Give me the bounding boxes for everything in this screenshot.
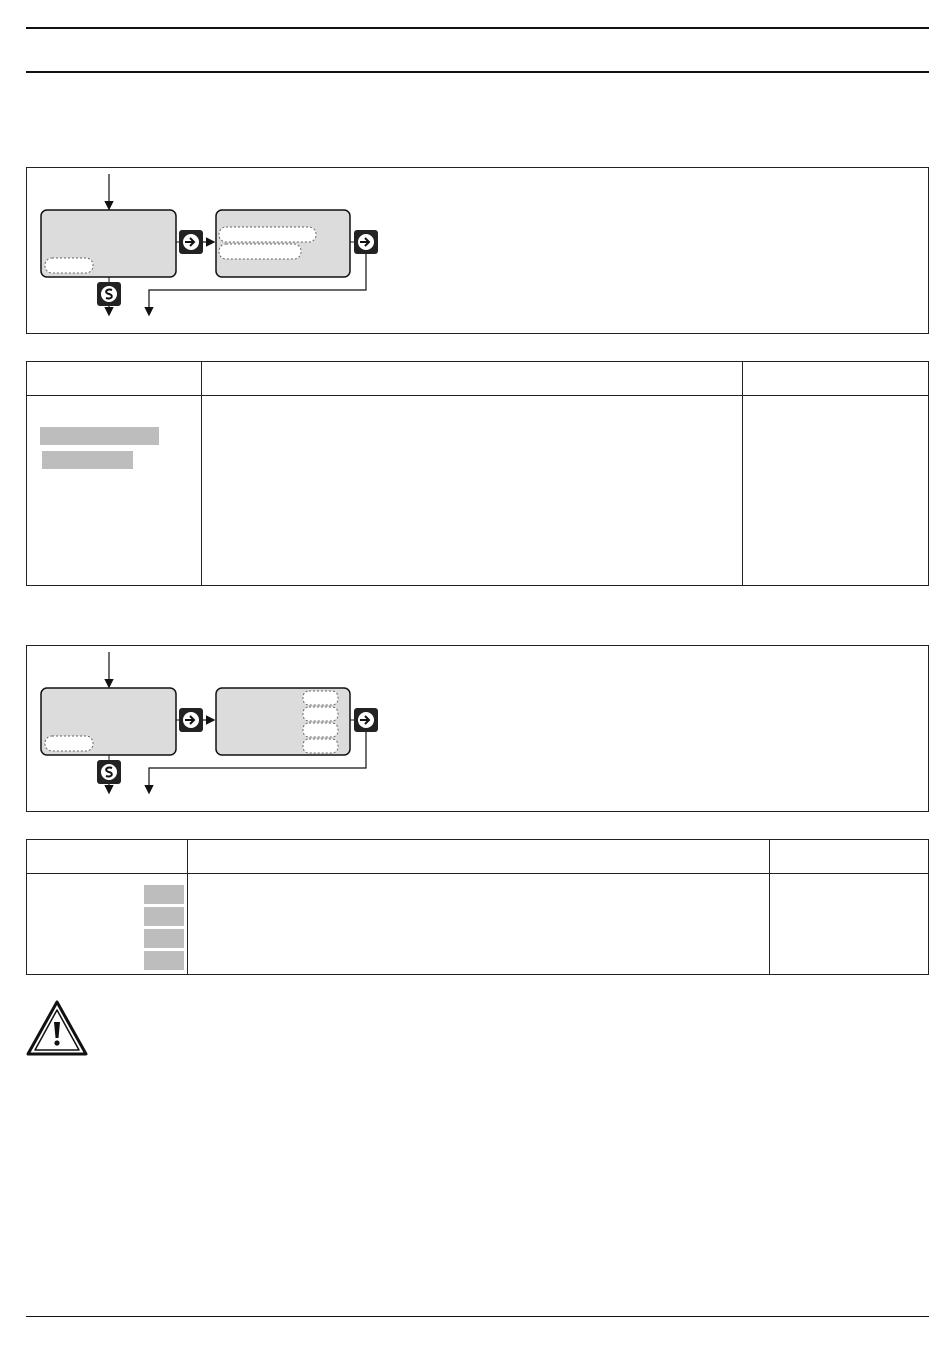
option-placeholder	[144, 885, 184, 904]
table-row	[27, 396, 929, 586]
display-field-2b	[219, 244, 301, 259]
display-field-1	[45, 258, 93, 273]
option-placeholder	[144, 907, 184, 926]
option-placeholder	[42, 451, 133, 469]
option-placeholder	[40, 427, 159, 445]
display-field-2a	[303, 691, 338, 705]
display-field-2b	[303, 707, 338, 721]
table-cell-default	[743, 396, 929, 586]
option-placeholder	[144, 951, 184, 970]
enter-key-2	[354, 708, 378, 732]
table-cell-description	[188, 874, 770, 975]
enter-key-1	[179, 708, 203, 732]
enter-key-1	[179, 230, 203, 254]
display-field-1	[45, 736, 93, 751]
table-header-row	[27, 840, 929, 874]
parameter-table-2	[26, 839, 929, 975]
display-field-2d	[303, 739, 338, 753]
table-header-cell	[188, 840, 770, 874]
table-cell-options	[27, 396, 202, 586]
flow-diagram-1	[26, 167, 929, 334]
display-field-2c	[303, 723, 338, 737]
table-header-cell	[770, 840, 929, 874]
table-header-cell	[743, 362, 929, 396]
escape-key-1	[97, 282, 121, 306]
warning-triangle-icon	[26, 1000, 88, 1056]
table-cell-default	[770, 874, 929, 975]
table-header-row	[27, 362, 929, 396]
footer-rule	[26, 1316, 929, 1317]
table-header-cell	[27, 362, 202, 396]
parameter-table-1	[26, 361, 929, 586]
table-cell-options	[27, 874, 188, 975]
table-header-cell	[27, 840, 188, 874]
header-top-rule	[26, 27, 929, 29]
header-bottom-rule	[26, 71, 929, 73]
table-cell-description	[202, 396, 743, 586]
flow-diagram-1-graphic	[27, 168, 928, 333]
flow-diagram-2-graphic	[27, 646, 928, 811]
escape-key-1	[97, 760, 121, 784]
enter-key-2	[354, 230, 378, 254]
table-row	[27, 874, 929, 975]
option-placeholder	[144, 929, 184, 948]
table-header-cell	[202, 362, 743, 396]
flow-diagram-2	[26, 645, 929, 812]
display-field-2a	[219, 227, 316, 242]
